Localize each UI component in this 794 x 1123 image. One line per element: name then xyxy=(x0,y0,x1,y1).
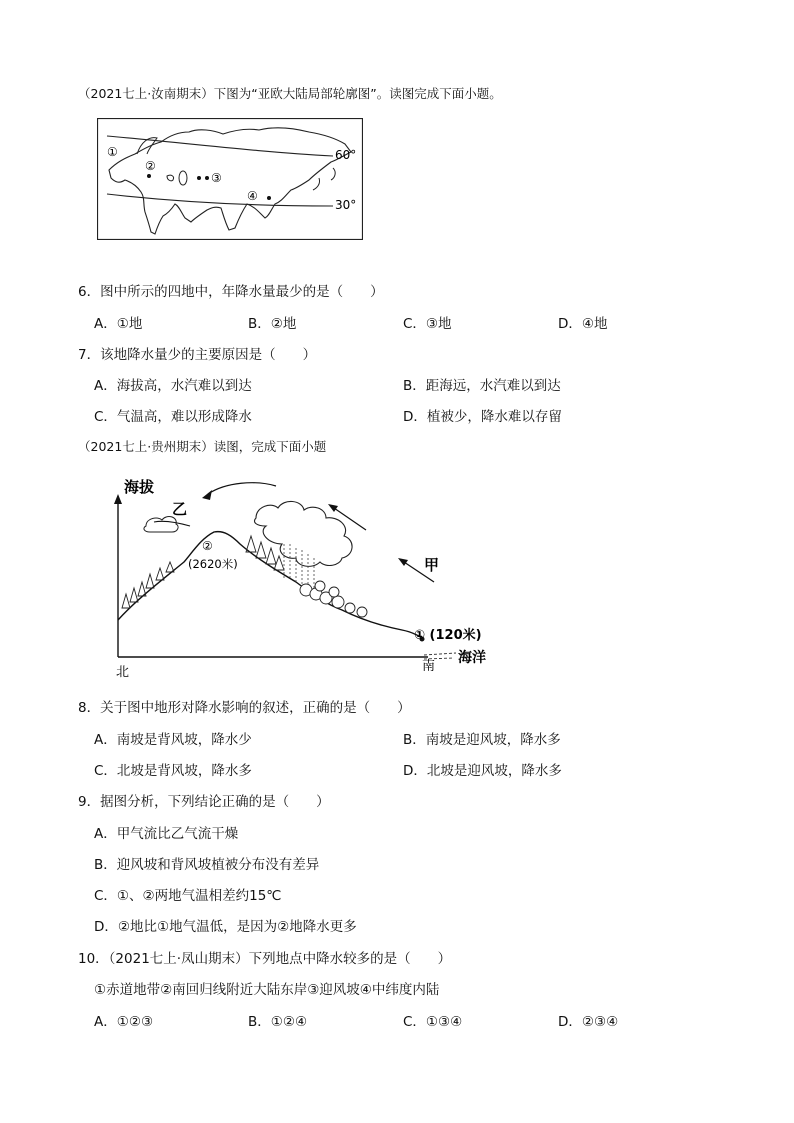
question-10-stem: 10．（2021七上·凤山期末）下列地点中降水较多的是（ ） xyxy=(78,951,452,967)
peak-point-label: ② xyxy=(202,539,213,553)
question-7-stem: 7．该地降水量少的主要原因是（ ） xyxy=(78,347,317,363)
question-7-option-c[interactable]: C．气温高，难以形成降水 xyxy=(94,409,252,425)
question-source-intro: （2021七上·汝南期末）下图为“亚欧大陆局部轮廓图”。读图完成下面小题。 xyxy=(78,86,502,101)
question-8-option-d[interactable]: D．北坡是迎风坡，降水多 xyxy=(403,763,562,779)
question-9-option-d[interactable]: D．②地比①地气温低，是因为②地降水更多 xyxy=(94,919,357,935)
lowland-point-label: ① (120米) xyxy=(414,628,482,643)
question-9-option-a[interactable]: A．甲气流比乙气流干燥 xyxy=(94,826,239,842)
latitude-30-label: 30° xyxy=(335,198,357,212)
airflow-jia-label: 甲 xyxy=(424,556,440,574)
question-6-option-a[interactable]: A．①地 xyxy=(94,316,143,332)
question-9-stem: 9．据图分析，下列结论正确的是（ ） xyxy=(78,794,330,810)
map-point-4: ④ xyxy=(247,189,258,203)
question-10-items: ①赤道地带②南回归线附近大陆东岸③迎风坡④中纬度内陆 xyxy=(94,982,440,998)
question-8-option-a[interactable]: A．南坡是背风坡，降水少 xyxy=(94,732,252,748)
question-8-option-b[interactable]: B．南坡是迎风坡，降水多 xyxy=(403,732,561,748)
airflow-yi-label: 乙 xyxy=(172,500,188,518)
latitude-60-label: 60° xyxy=(335,148,357,162)
question-6-option-c[interactable]: C．③地 xyxy=(403,316,452,332)
question-10-option-a[interactable]: A．①②③ xyxy=(94,1014,154,1030)
question-source-intro-2: （2021七上·贵州期末）读图，完成下面小题 xyxy=(78,439,327,454)
question-7-option-b[interactable]: B．距海远，水汽难以到达 xyxy=(403,378,561,394)
north-label: 北 xyxy=(116,665,130,680)
question-10-option-d[interactable]: D．②③④ xyxy=(558,1014,619,1030)
mountain-profile-diagram xyxy=(106,470,516,680)
question-8-option-c[interactable]: C．北坡是背风坡，降水多 xyxy=(94,763,252,779)
ocean-label: 海洋 xyxy=(458,650,486,666)
south-label: 南 xyxy=(422,659,436,674)
map-point-3: ③ xyxy=(211,171,222,185)
question-8-stem: 8．关于图中地形对降水影响的叙述，正确的是（ ） xyxy=(78,700,411,716)
y-axis-label: 海拔 xyxy=(124,478,155,496)
map-point-2: ② xyxy=(145,159,156,173)
eurasia-outline-map xyxy=(97,118,363,240)
question-9-option-b[interactable]: B．迎风坡和背风坡植被分布没有差异 xyxy=(94,857,320,873)
peak-elevation-label: (2620米) xyxy=(188,557,238,571)
question-6-stem: 6．图中所示的四地中，年降水量最少的是（ ） xyxy=(78,284,384,300)
question-6-option-d[interactable]: D．④地 xyxy=(558,316,608,332)
question-10-option-c[interactable]: C．①③④ xyxy=(403,1014,463,1030)
question-10-option-b[interactable]: B．①②④ xyxy=(248,1014,308,1030)
question-7-option-a[interactable]: A．海拔高，水汽难以到达 xyxy=(94,378,252,394)
question-9-option-c[interactable]: C．①、②两地气温相差约15℃ xyxy=(94,888,282,904)
question-6-option-b[interactable]: B．②地 xyxy=(248,316,297,332)
question-7-option-d[interactable]: D．植被少，降水难以存留 xyxy=(403,409,562,425)
map-point-1: ① xyxy=(107,145,118,159)
